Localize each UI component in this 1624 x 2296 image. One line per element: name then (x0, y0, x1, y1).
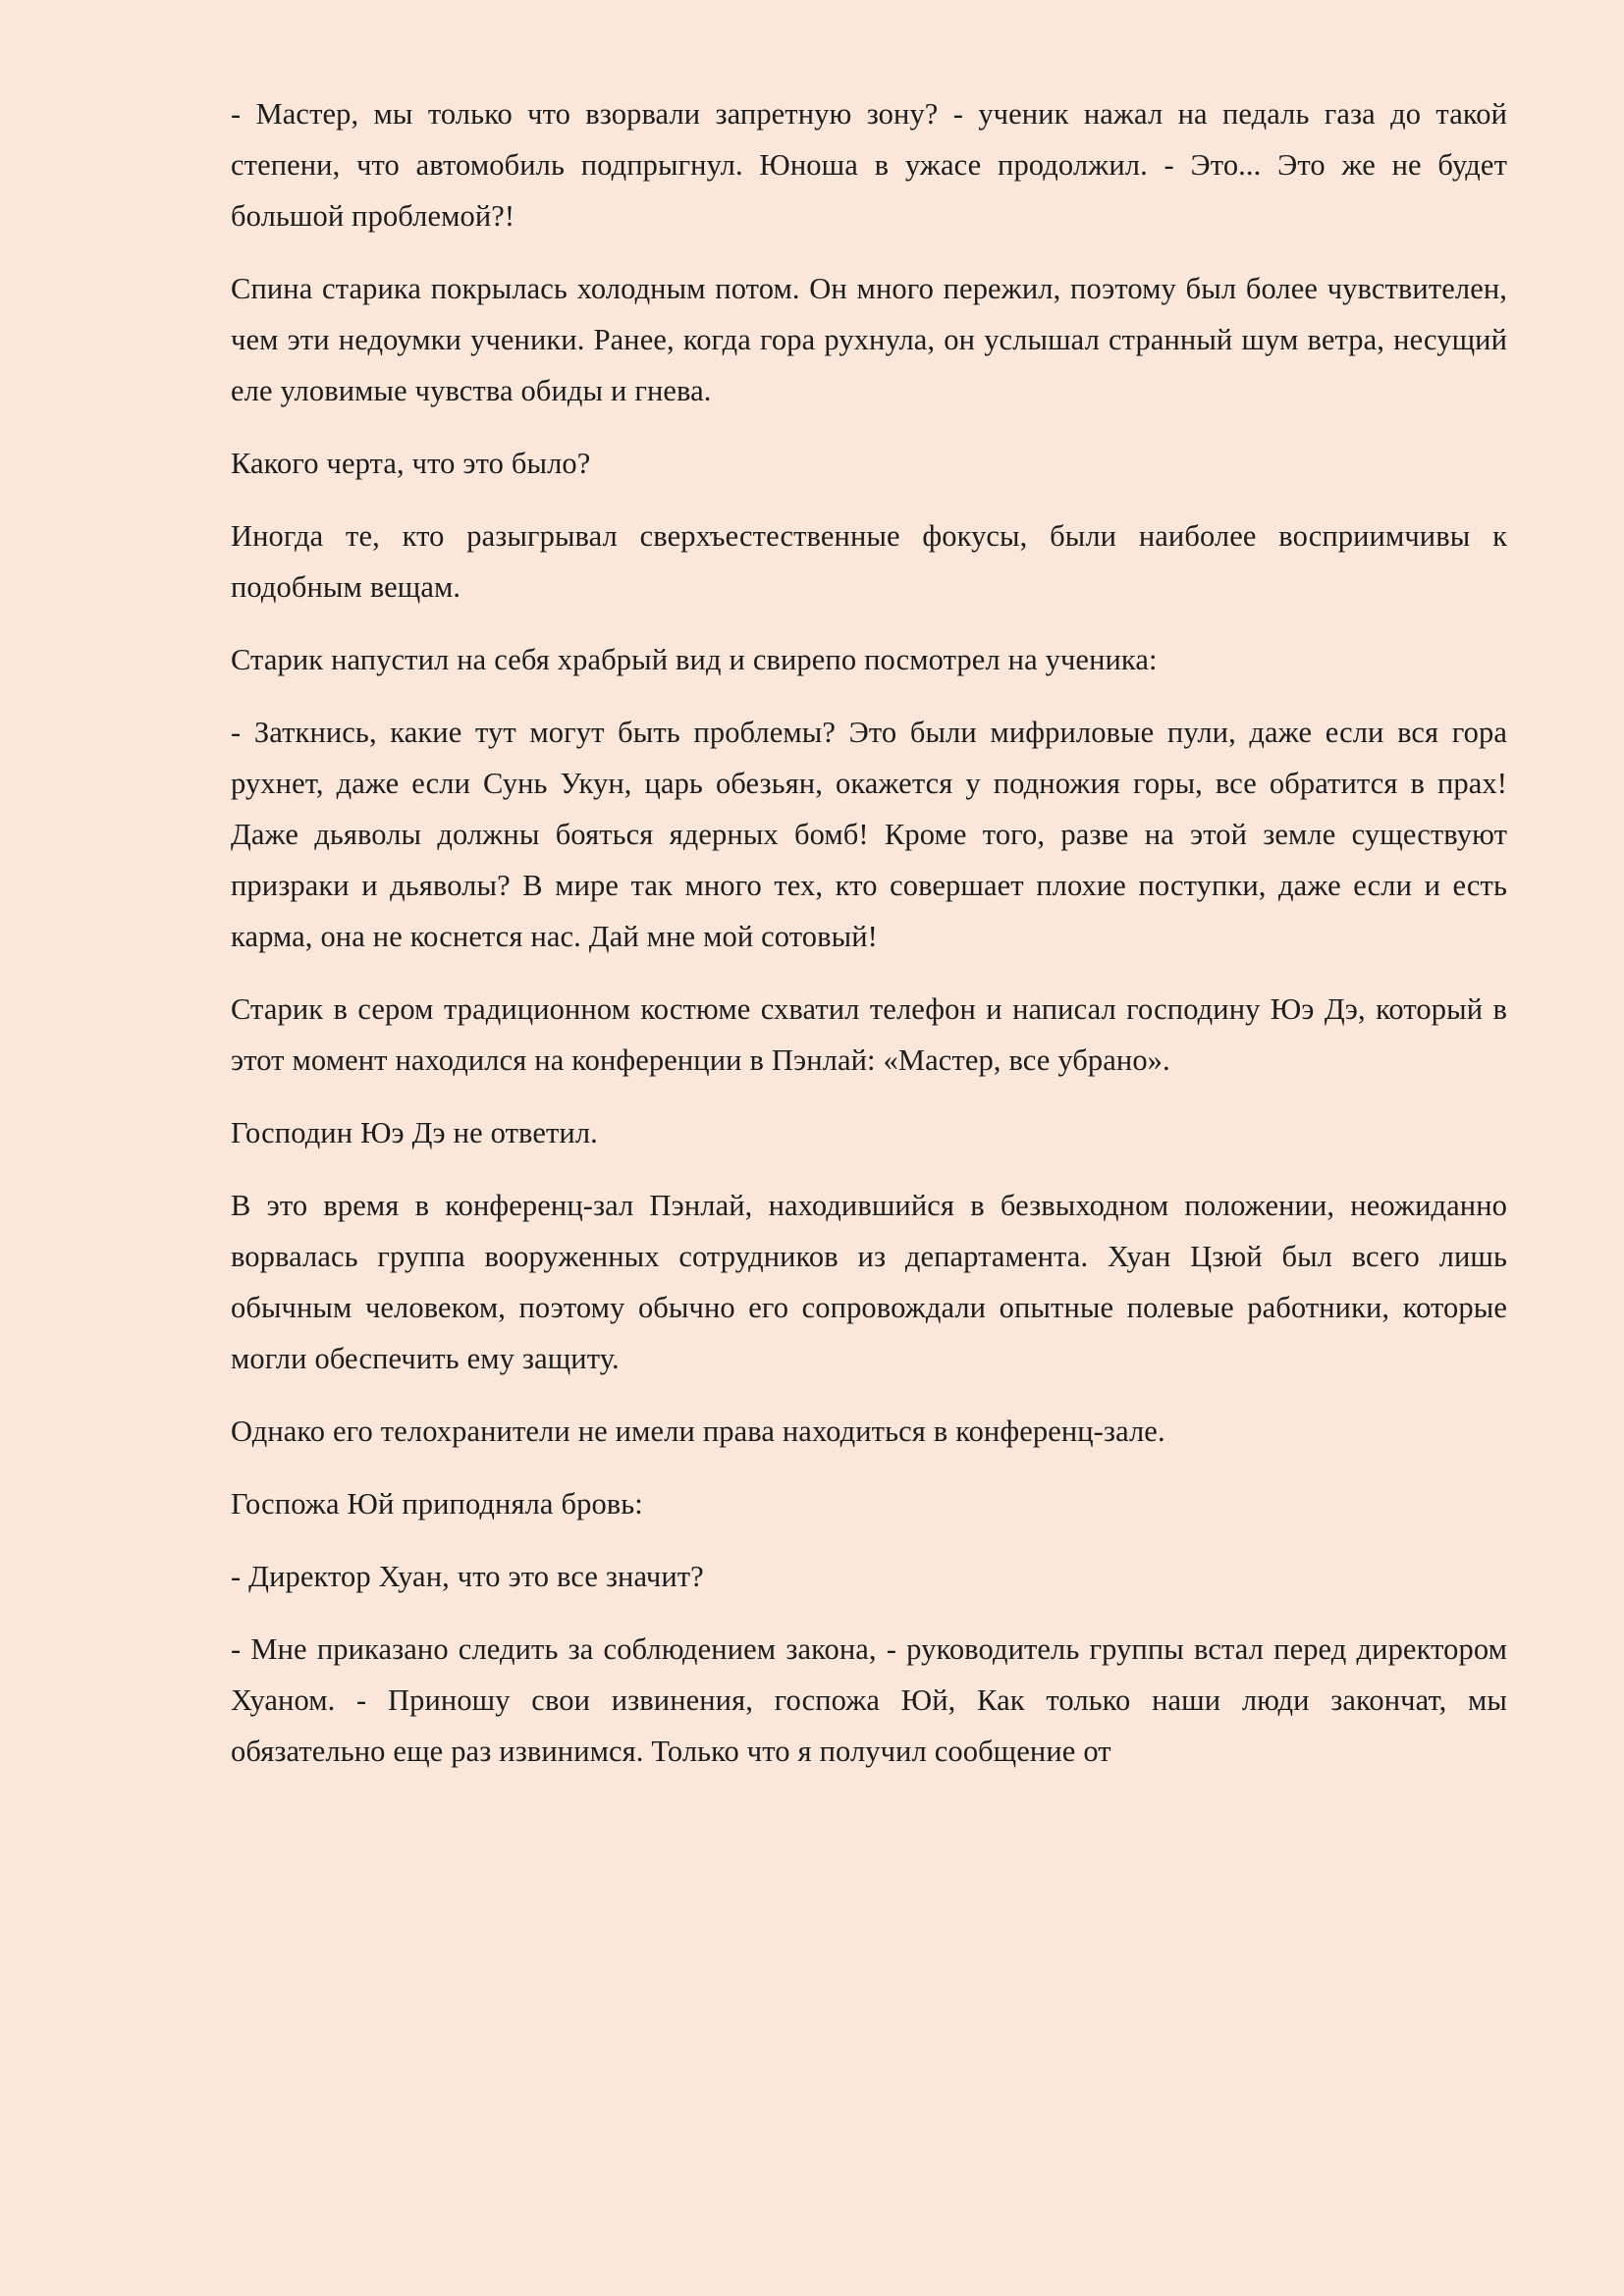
paragraph: Однако его телохранители не имели права находиться в конференц-зале. (231, 1415, 1165, 1448)
paragraph: Госпожа Юй приподняла бровь: (231, 1487, 643, 1521)
paragraph: - Мастер, мы только что взорвали запретную зону? - ученик нажал на педаль газа до такой степени, что автомобиль подпрыгнул. Юноша в ужасе продолжил. - Это... Это же не будет большой проблемой?! (231, 97, 1507, 233)
paragraph: Господин Юэ Дэ не ответил. (231, 1116, 598, 1149)
paragraph: В это время в конференц-зал Пэнлай, находившийся в безвыходном положении, неожиданно ворвалась группа вооруженных сотрудников из департамента. Хуан Цзюй был всего лишь обычным человеком, поэтому обычно его сопровождали опытные полевые работники, которые могли обеспечить ему защиту. (231, 1189, 1507, 1375)
paragraph: - Мне приказано следить за соблюдением закона, - руководитель группы встал перед директором Хуаном. - Приношу свои извинения, госпожа Юй, Как только наши люди закончат, мы обязательно еще раз извинимся. Только что я получил сообщение от (231, 1632, 1507, 1768)
paragraph: Спина старика покрылась холодным потом. Он много пережил, поэтому был более чувствителен, чем эти недоумки ученики. Ранее, когда гора рухнула, он услышал странный шум ветра, несущий еле уловимые чувства обиды и гнева. (231, 272, 1507, 407)
paragraph: - Директор Хуан, что это все значит? (231, 1560, 704, 1593)
document-text-column (231, 88, 1507, 1777)
paragraph: Старик напустил на себя храбрый вид и свирепо посмотрел на ученика: (231, 643, 1158, 676)
paragraph: Старик в сером традиционном костюме схватил телефон и написал господину Юэ Дэ, который в этот момент находился на конференции в Пэнлай: «Мастер, все убрано». (231, 992, 1507, 1077)
paragraph: - Заткнись, какие тут могут быть проблемы? Это были мифриловые пули, даже если вся гора рухнет, даже если Сунь Укун, царь обезьян, окажется у подножия горы, все обратится в прах! Даже дьяволы должны бояться ядерных бомб! Кроме того, разве на этой земле существуют призраки и дьяволы? В мире так много тех, кто совершает плохие поступки, даже если и есть карма, она не коснется нас. Дай мне мой сотовый! (231, 716, 1507, 953)
paragraph: Какого черта, что это было? (231, 447, 591, 480)
paragraph: Иногда те, кто разыгрывал сверхъестественные фокусы, были наиболее восприимчивы к подобным вещам. (231, 519, 1507, 604)
